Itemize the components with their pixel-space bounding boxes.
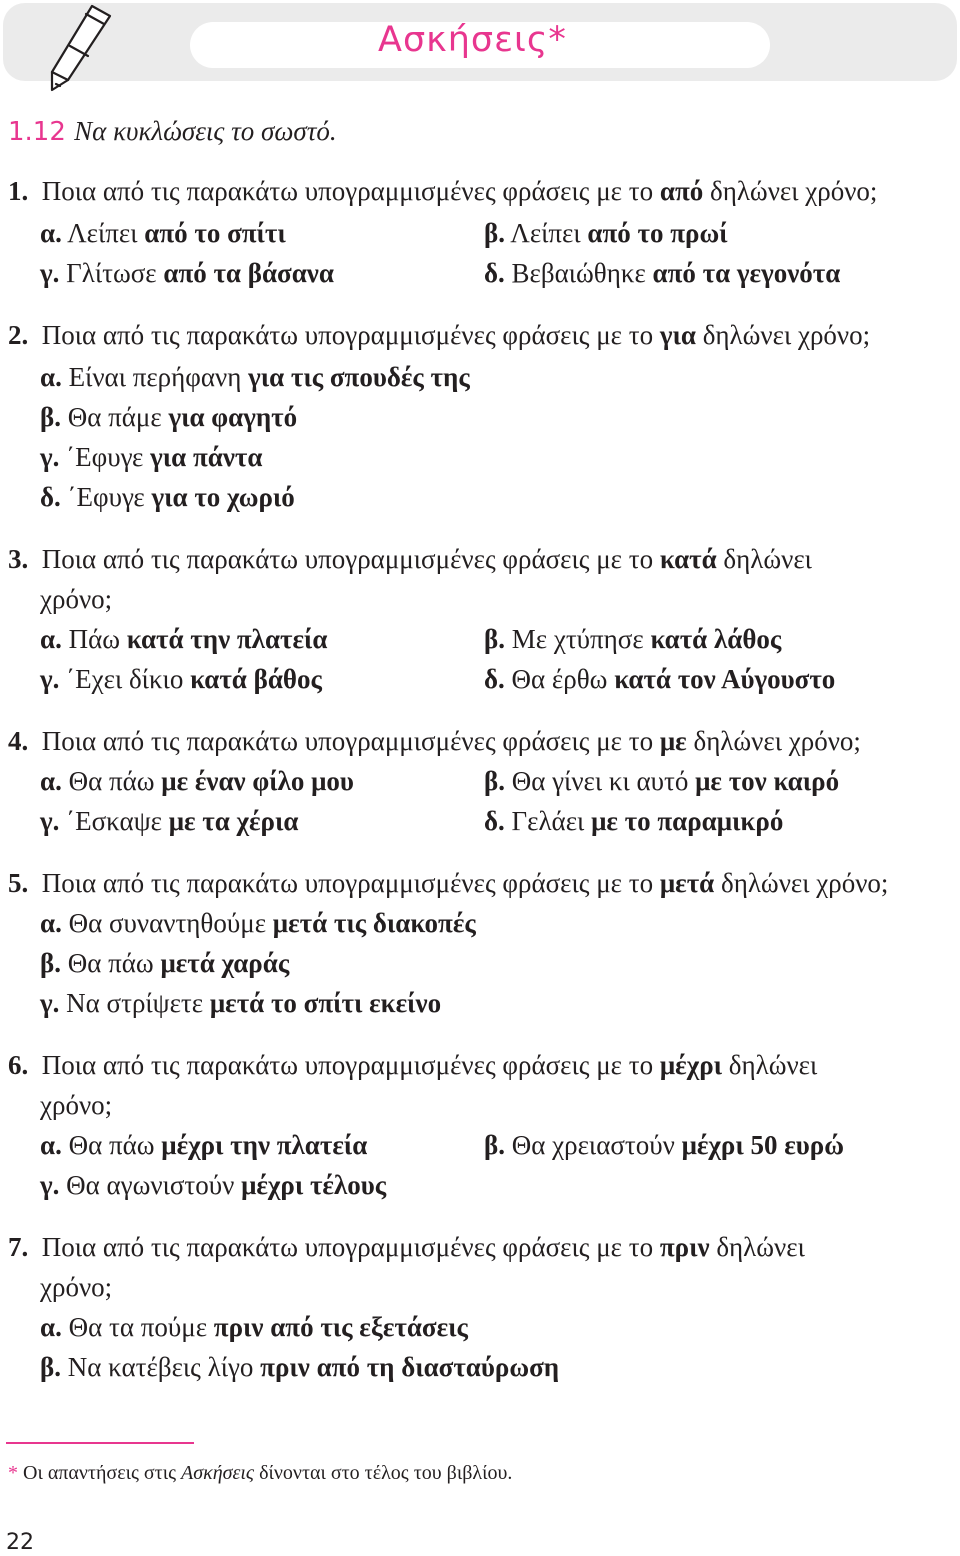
- option-6a[interactable]: α. Θα πάω μέχρι την πλατεία: [40, 1130, 368, 1160]
- question-3-continued: χρόνο;: [40, 584, 113, 614]
- question-6-continued: χρόνο;: [40, 1090, 113, 1120]
- option-2c[interactable]: γ. ΄Εφυγε για πάντα: [40, 442, 263, 472]
- option-7a[interactable]: α. Θα τα πούμε πριν από τις εξετάσεις: [40, 1312, 468, 1342]
- exercise-heading: [8, 116, 337, 147]
- question-4: 4. Ποια από τις παρακάτω υπογραμμισμένες φράσεις με το με δηλώνει χρόνο;: [8, 726, 861, 756]
- exercise-number: 1.12: [8, 117, 66, 147]
- question-7-continued: χρόνο;: [40, 1272, 113, 1302]
- page-number: 22: [6, 1530, 34, 1555]
- option-6b[interactable]: β. Θα χρειαστούν μέχρι 50 ευρώ: [484, 1130, 844, 1160]
- option-7b[interactable]: β. Να κατέβεις λίγο πριν από τη διασταύρωση: [40, 1352, 560, 1382]
- option-4b[interactable]: β. Θα γίνει κι αυτό με τον καιρό: [484, 766, 840, 796]
- footnote-rule: [6, 1442, 194, 1444]
- question-6: 6. Ποια από τις παρακάτω υπογραμμισμένες φράσεις με το μέχρι δηλώνει: [8, 1050, 818, 1080]
- question-5: 5. Ποια από τις παρακάτω υπογραμμισμένες φράσεις με το μετά δηλώνει χρόνο;: [8, 868, 889, 898]
- option-3a[interactable]: α. Πάω κατά την πλατεία: [40, 624, 328, 654]
- option-2d[interactable]: δ. ΄Εφυγε για το χωριό: [40, 482, 295, 512]
- option-5a[interactable]: α. Θα συναντηθούμε μετά τις διακοπές: [40, 908, 476, 938]
- option-2a[interactable]: α. Είναι περήφανη για τις σπουδές της: [40, 362, 470, 392]
- option-3c[interactable]: γ. ΄Εχει δίκιο κατά βάθος: [40, 664, 322, 694]
- option-5c[interactable]: γ. Να στρίψετε μετά το σπίτι εκείνο: [40, 988, 442, 1018]
- page-title: Ασκήσεις*: [378, 20, 567, 60]
- option-1b[interactable]: β. Λείπει από το πρωί: [484, 218, 728, 248]
- option-1c[interactable]: γ. Γλίτωσε από τα βάσανα: [40, 258, 334, 288]
- question-7: 7. Ποια από τις παρακάτω υπογραμμισμένες φράσεις με το πριν δηλώνει: [8, 1232, 805, 1262]
- pencil-icon: [40, 2, 116, 94]
- question-3: 3. Ποια από τις παρακάτω υπογραμμισμένες φράσεις με το κατά δηλώνει: [8, 544, 812, 574]
- option-4d[interactable]: δ. Γελάει με το παραμικρό: [484, 806, 784, 836]
- option-2b[interactable]: β. Θα πάμε για φαγητό: [40, 402, 298, 432]
- question-2: 2. Ποια από τις παρακάτω υπογραμμισμένες φράσεις με το για δηλώνει χρόνο;: [8, 320, 871, 350]
- option-6c[interactable]: γ. Θα αγωνιστούν μέχρι τέλους: [40, 1170, 387, 1200]
- option-3b[interactable]: β. Με χτύπησε κατά λάθος: [484, 624, 782, 654]
- option-4c[interactable]: γ. ΄Εσκαψε με τα χέρια: [40, 806, 299, 836]
- footnote: * Οι απαντήσεις στις Ασκήσεις δίνονται στο τέλος του βιβλίου.: [8, 1462, 513, 1484]
- exercise-instruction: Να κυκλώσεις το σωστό.: [74, 116, 337, 146]
- option-1d[interactable]: δ. Βεβαιώθηκε από τα γεγονότα: [484, 258, 841, 288]
- option-1a[interactable]: α. Λείπει από το σπίτι: [40, 218, 286, 248]
- option-3d[interactable]: δ. Θα έρθω κατά τον Αύγουστο: [484, 664, 836, 694]
- option-5b[interactable]: β. Θα πάω μετά χαράς: [40, 948, 290, 978]
- question-1: 1. Ποια από τις παρακάτω υπογραμμισμένες φράσεις με το από δηλώνει χρόνο;: [8, 176, 878, 206]
- option-4a[interactable]: α. Θα πάω με έναν φίλο μου: [40, 766, 354, 796]
